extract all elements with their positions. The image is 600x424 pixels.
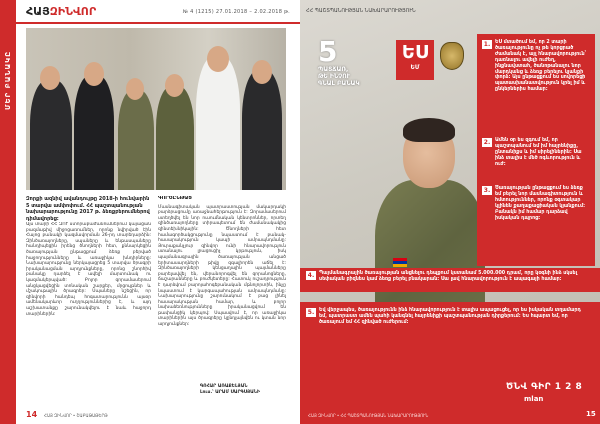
title-line-1: ՊԱՏՃԱՌ, (318, 66, 349, 73)
column-b-title: ԳՈՐԾԸՆԹԱՑ (158, 196, 192, 201)
slogan-main: ԾՆՎ ԳԻՐ 1 2 8 (506, 382, 583, 392)
column-b-body: Մասնագիտական պատրաստության մակարդակի բարձրացումը առաջնահերթություն է: Զորամասերում ստեղծվել են նոր ուսումնական կենտրոններ, որտեղ զինծառայողները տիրապետում են ժամանակակից զինտեխնիկային: Ծնողների հետ համագործակցությունը նպաստում է բանակ-հասարակություն կապի ամրապնդմանը: Յուրաքանչյուր զինվոր ունի հնարավորություն ստանալու լրացուցիչ կրթություն, իսկ պայմանագրային ծառայության անցած երիտասարդների թիվը զգալիորեն աճել է: Զինծառայողների կենցաղային պայմանները բարելավվել են, վերանորոգվել են զորանոցները, ճաշարանները և բուժկետերը: Հատուկ ուշադրություն է դարձվում բարոյահոգեբանական մթնոլորտին, ինչը նպաստում է կարգապահության ամրապնդմանը: Նախարարությունը շարունակում է բաց լինել հասարակության համար, և բոլոր նախաձեռնությունները իրականացվում են թափանցիկ կերպով: Սպասվում է, որ առաջիկա տարիներին այս ծրագրերը կընդլայնվեն ու կտան նոր արդյունքներ: (158, 204, 286, 328)
person-2 (74, 75, 114, 190)
page-number-left: 14 (26, 410, 38, 419)
article-column-b (158, 196, 286, 401)
badge-sub: ԵՄ (410, 64, 420, 71)
header-divider (16, 22, 300, 24)
author-name: ԳՈՀԱՐ ԱՌԱՔԵԼՅԱՆ (200, 384, 248, 389)
right-page (300, 0, 600, 424)
photo-credit: Լուս.՝ ԱՐԱՄ ՍԱՐԳՍՅԱՆԻ (200, 390, 261, 395)
armenian-flag-patch-icon (393, 258, 407, 267)
reason-text: Ամեն օր ես զգում եմ, որ պաշտպանում եմ իմ հայրենիքը, ընտանիքս և իմ սիրելիներին: Սա ինձ տալիս է մեծ ոգևորություն և ուժ: (495, 138, 582, 167)
person-1 (30, 80, 72, 190)
poster-title (318, 35, 398, 87)
group-photo (26, 28, 286, 190)
reason-number: 4. (307, 272, 315, 279)
sidebar-label: ՄԵՐ ԲԱՆԱԿԸ (4, 50, 12, 110)
logo-main: ՀԱՅ (26, 5, 50, 18)
title-line-2: ԹԵ ԻՆՉՈՒ (318, 73, 351, 80)
newspaper-logo (26, 5, 96, 18)
logo-accent: ԶԻՆՎՈՐ (49, 5, 97, 18)
soldier-hair (403, 118, 455, 142)
reason-number: 3. (483, 187, 491, 194)
article-column-a: Այս տարի ՀՀ ԶՈՒ ստորաբաժանումներում կայացան բազմաթիվ միջոցառումներ, որոնք նվիրված էին Հայոց բանակի կազմավորման 26-րդ տարեդարձին: Զինծառայողները, սպաները և ենթասպաները հանդիպեցին իրենց ծնողների հետ, քննարկեցին ծառայության ընթացքում ձեռք բերված հաջողությունները և առաջիկա խնդիրները: Նախարարությունը ներկայացրեց 5 տարվա ծրագրի իրականացման արդյունքները, որոնց շնորհիվ բանակը դարձել է ավելի մարտունակ ու կազմակերպված: Բոլոր զորամասերում անցկացվեցին տոնական շարքեր, մրցույթներ և մշակութային ծրագրեր: Սպաները նշեցին, որ զինվորի հանդեպ հոգատարությունն այսօր ամենակարևոր ուղղություններից է, և այդ աշխատանքը շարունակվելու է նաև հաջորդ տարիներին: (26, 222, 151, 317)
person-5-head (207, 46, 229, 72)
reason-number: 1. (483, 41, 491, 48)
section-sidebar (0, 0, 16, 424)
reason-item-4 (306, 271, 594, 290)
reason-item-3 (482, 186, 592, 221)
left-footer-text: ՀԱՅ ԶԻՆՎՈՐ • ՇԱԲԱԹԱԹԵՐԹ (44, 413, 108, 418)
army-emblem-icon (440, 42, 464, 70)
title-line-3: ԳՆԱԼ ԲԱՆԱԿ (318, 80, 360, 87)
left-footer (16, 406, 300, 424)
person-3-head (126, 78, 144, 100)
article-signature (200, 384, 260, 396)
reason-text: Ծառայության ընթացքում ես ձեռք եմ բերել նոր մասնագիտություն և հմտություններ, որոնք օգտակար կլինեն քաղաքացիական կյանքում: Բանակն իմ համար դարձավ իսկական դպրոց: (495, 186, 586, 221)
page-number-right: 15 (586, 410, 596, 418)
reason-text: Պայմանագրային ծառայության անցնելու դեպքում կստանամ 5.000.000 դրամ, որը կօգնի ինձ սկսել սեփական բիզնես կամ ձեռք բերել բնակարան: Սա լավ հնարավորություն է ապագայի համար: (319, 271, 578, 282)
person-6-head (252, 60, 272, 84)
title-badge (396, 40, 434, 80)
reason-text: ԵՍ մտածում եմ, որ 2 տարի ծառայությունը ոչ թե կորցրած ժամանակ է, այլ հնարավորություն՝ դառնալու ավելի ուժեղ, ինքնավստահ, ծանոթանալու նոր մարդկանց և ձեռք բերելու կյանքի փորձ: Այս ընթացքում ես սովորեցի պատասխանատվություն կրել իմ և ընկերներիս համար: (495, 40, 587, 93)
right-footer-text: ՀԱՅ ԶԻՆՎՈՐ • ՀՀ ՊԱՇՏՊԱՆՈՒԹՅԱՆ ՆԱԽԱՐԱՐՈՒԹՅՈՒՆ (308, 413, 429, 418)
person-1-head (40, 66, 60, 90)
person-5-doctor (196, 56, 240, 190)
person-4 (156, 86, 194, 190)
reason-text: Եվ վերջապես, ծառայությունն ինձ հնարավորություն է տալիս ապացուցել, որ ես իսկական տղամարդ եմ, պատրաստ ամեն պահի կանգնել հայրենիքի պաշտպանության դիրքերում: Ես հպարտ եմ, որ ծառայում եմ ՀՀ զինված ուժերում: (319, 308, 581, 325)
issue-meta: № 4 (1215) 27.01.2018 – 2.02.2018 թ. (182, 9, 290, 15)
left-header (16, 0, 300, 24)
reason-item-2 (482, 138, 592, 168)
reason-item-1 (482, 40, 592, 93)
reason-number: 5. (307, 309, 315, 316)
person-3 (118, 90, 154, 190)
slogan-sub: mlan (524, 395, 544, 403)
reason-number: 2. (483, 139, 491, 146)
right-header-meta: ՀՀ ՊԱՇՏՊԱՆՈՒԹՅԱՆ ՆԱԽԱՐԱՐՈՒԹՅՈՒՆ (306, 8, 416, 14)
person-4-head (165, 74, 184, 97)
person-6 (242, 70, 282, 190)
person-2-head (84, 62, 104, 86)
reason-item-5 (306, 308, 594, 327)
photo-caption: Զորքի ազնիվ ավանդույթը 2018-ի հունվարին 5 տարվա ամփոփում. ՀՀ պաշտպանության նախարարությունը 2017 թ. ձեռքբերումներով դիմավորեց: (26, 196, 150, 222)
title-number: 5 (318, 35, 338, 68)
badge-text: ԵՍ (401, 42, 429, 63)
